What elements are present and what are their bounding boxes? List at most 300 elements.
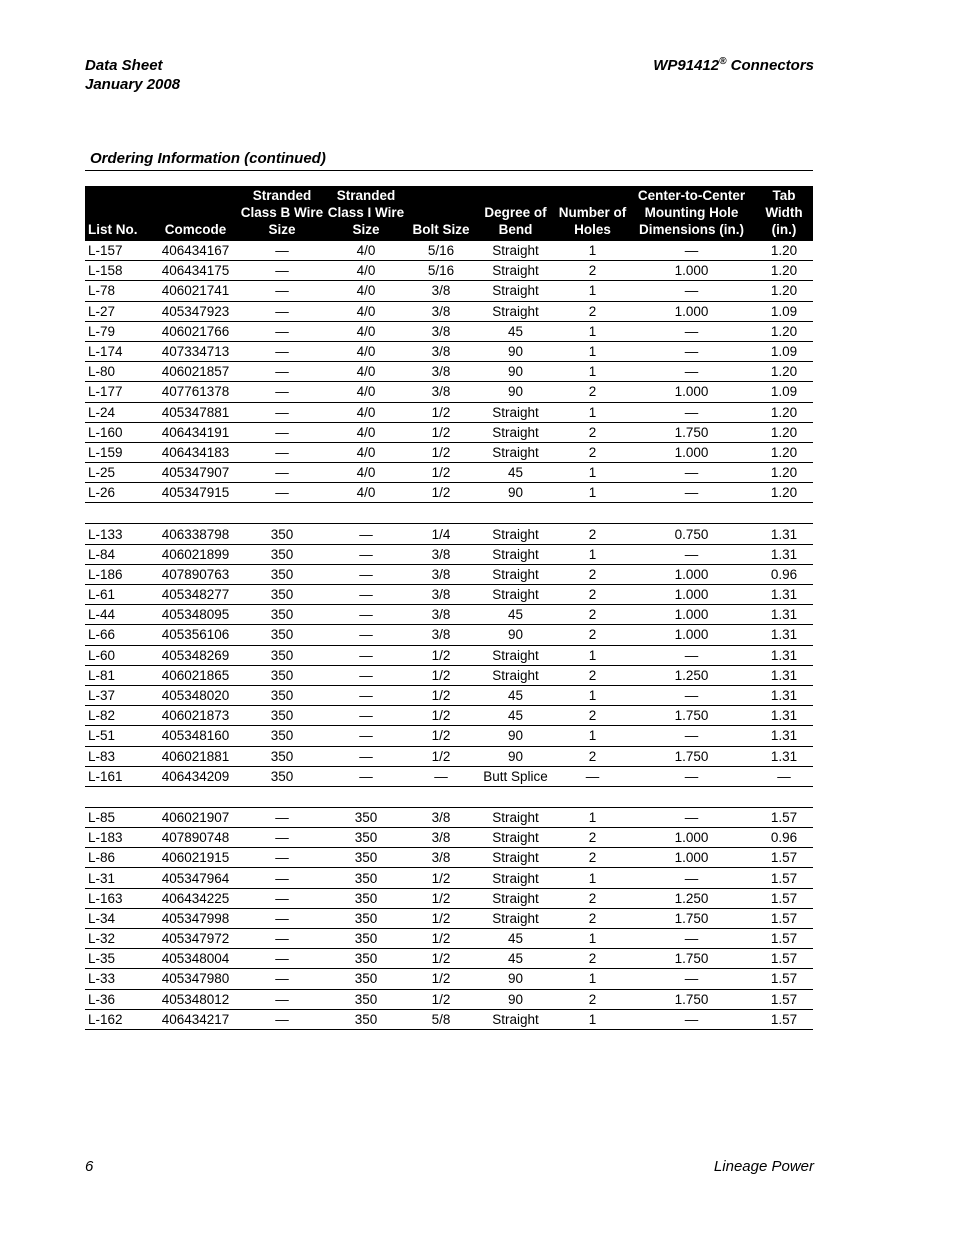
- table-cell: 2: [557, 382, 628, 402]
- table-row: [85, 746, 813, 766]
- table-cell: —: [628, 321, 755, 341]
- table-cell: 406434217: [151, 1009, 240, 1029]
- table-cell: —: [240, 362, 324, 382]
- table-cell: 2: [557, 949, 628, 969]
- table-cell: L-80: [85, 362, 151, 382]
- table-cell: 1: [557, 341, 628, 361]
- table-cell: 350: [324, 949, 408, 969]
- table-cell: 1/2: [408, 726, 474, 746]
- table-row: [85, 868, 813, 888]
- table-row: [85, 422, 813, 442]
- table-cell: 350: [324, 888, 408, 908]
- table-cell: 1: [557, 281, 628, 301]
- table-cell: L-83: [85, 746, 151, 766]
- table-cell: L-82: [85, 706, 151, 726]
- table-cell: 406021907: [151, 807, 240, 827]
- table-cell: 405348277: [151, 585, 240, 605]
- table-cell: 1/2: [408, 645, 474, 665]
- table-cell: 1.750: [628, 422, 755, 442]
- table-cell: 405348004: [151, 949, 240, 969]
- table-cell: 1.31: [755, 685, 813, 705]
- table-row: [85, 1009, 813, 1029]
- table-cell: 406434167: [151, 241, 240, 261]
- table-cell: —: [240, 301, 324, 321]
- table-cell: 1/2: [408, 746, 474, 766]
- table-row: [85, 828, 813, 848]
- table-cell: 1: [557, 868, 628, 888]
- table-cell: L-51: [85, 726, 151, 746]
- table-cell: —: [628, 1009, 755, 1029]
- table-cell: 1/2: [408, 989, 474, 1009]
- table-cell: 1.31: [755, 706, 813, 726]
- table-row: [85, 362, 813, 382]
- table-cell: 2: [557, 989, 628, 1009]
- table-cell: 1: [557, 241, 628, 261]
- table-cell: L-24: [85, 402, 151, 422]
- table-row: [85, 564, 813, 584]
- table-cell: 3/8: [408, 585, 474, 605]
- table-cell: —: [240, 848, 324, 868]
- registered-mark: ®: [719, 56, 727, 67]
- table-cell: L-174: [85, 341, 151, 361]
- table-cell: —: [240, 422, 324, 442]
- table-cell: —: [240, 442, 324, 462]
- table-cell: 1.57: [755, 929, 813, 949]
- table-cell: 405348160: [151, 726, 240, 746]
- table-cell: Straight: [474, 1009, 557, 1029]
- table-header-row: [85, 186, 813, 241]
- table-cell: —: [240, 463, 324, 483]
- table-cell: 405347907: [151, 463, 240, 483]
- table-cell: 1/2: [408, 888, 474, 908]
- table-cell: —: [628, 969, 755, 989]
- table-cell: 4/0: [324, 281, 408, 301]
- table-cell: 4/0: [324, 241, 408, 261]
- table-cell: 1.000: [628, 828, 755, 848]
- table-cell: —: [755, 766, 813, 786]
- table-cell: —: [628, 685, 755, 705]
- table-cell: 4/0: [324, 341, 408, 361]
- table-cell: L-85: [85, 807, 151, 827]
- table-cell: 1.20: [755, 422, 813, 442]
- doc-date: January 2008: [85, 76, 181, 93]
- table-cell: 2: [557, 564, 628, 584]
- table-cell: Straight: [474, 888, 557, 908]
- table-cell: 406021915: [151, 848, 240, 868]
- table-cell: 4/0: [324, 261, 408, 281]
- table-cell: 4/0: [324, 483, 408, 503]
- table-cell: 3/8: [408, 828, 474, 848]
- column-header: Bolt Size: [408, 186, 474, 241]
- table-cell: L-163: [85, 888, 151, 908]
- table-cell: —: [324, 685, 408, 705]
- table-cell: 1.20: [755, 321, 813, 341]
- table-cell: 4/0: [324, 442, 408, 462]
- table-cell: 1.750: [628, 908, 755, 928]
- table-cell: 1.000: [628, 625, 755, 645]
- column-header: Number of Holes: [557, 186, 628, 241]
- table-cell: 405347915: [151, 483, 240, 503]
- table-cell: 1.31: [755, 645, 813, 665]
- table-cell: —: [628, 544, 755, 564]
- table-cell: 4/0: [324, 463, 408, 483]
- table-cell: L-78: [85, 281, 151, 301]
- table-cell: 1.20: [755, 261, 813, 281]
- table-row: [85, 685, 813, 705]
- table-cell: L-25: [85, 463, 151, 483]
- table-cell: 350: [240, 645, 324, 665]
- table-cell: 350: [240, 746, 324, 766]
- table-cell: 350: [240, 685, 324, 705]
- table-cell: 350: [240, 726, 324, 746]
- table-row: [85, 645, 813, 665]
- table-cell: 1: [557, 969, 628, 989]
- table-cell: 406021741: [151, 281, 240, 301]
- table-cell: L-183: [85, 828, 151, 848]
- table-cell: 1.31: [755, 665, 813, 685]
- table-cell: —: [240, 1009, 324, 1029]
- table-cell: 407334713: [151, 341, 240, 361]
- table-cell: Butt Splice: [474, 766, 557, 786]
- table-row: [85, 463, 813, 483]
- table-cell: L-37: [85, 685, 151, 705]
- table-cell: 90: [474, 362, 557, 382]
- table-row: [85, 665, 813, 685]
- ordering-info-table: [85, 186, 813, 1030]
- table-cell: 2: [557, 524, 628, 544]
- table-cell: 1.57: [755, 848, 813, 868]
- table-cell: 1.09: [755, 341, 813, 361]
- table-cell: —: [324, 524, 408, 544]
- table-cell: 1.31: [755, 585, 813, 605]
- table-row: [85, 807, 813, 827]
- table-row: [85, 766, 813, 786]
- table-row: [85, 726, 813, 746]
- table-cell: 1.09: [755, 382, 813, 402]
- table-cell: 1.250: [628, 665, 755, 685]
- table-cell: 1.20: [755, 362, 813, 382]
- table-cell: 1.000: [628, 261, 755, 281]
- table-row: [85, 261, 813, 281]
- table-cell: 45: [474, 685, 557, 705]
- table-cell: —: [324, 564, 408, 584]
- table-cell: 406021857: [151, 362, 240, 382]
- table-cell: —: [240, 868, 324, 888]
- table-cell: L-84: [85, 544, 151, 564]
- table-cell: L-33: [85, 969, 151, 989]
- table-cell: 1.20: [755, 281, 813, 301]
- table-cell: 1: [557, 685, 628, 705]
- table-cell: 45: [474, 463, 557, 483]
- table-cell: 1: [557, 929, 628, 949]
- table-cell: —: [628, 402, 755, 422]
- table-cell: 350: [324, 848, 408, 868]
- table-cell: 406021865: [151, 665, 240, 685]
- table-cell: L-158: [85, 261, 151, 281]
- table-row: [85, 949, 813, 969]
- table-cell: L-160: [85, 422, 151, 442]
- table-cell: 350: [240, 585, 324, 605]
- table-cell: —: [324, 665, 408, 685]
- table-cell: —: [628, 868, 755, 888]
- table-cell: L-186: [85, 564, 151, 584]
- table-cell: 1.31: [755, 625, 813, 645]
- table-cell: 4/0: [324, 362, 408, 382]
- table-cell: Straight: [474, 645, 557, 665]
- table-cell: 45: [474, 605, 557, 625]
- table-cell: 405356106: [151, 625, 240, 645]
- table-cell: 1.000: [628, 382, 755, 402]
- table-cell: 1.57: [755, 868, 813, 888]
- table-cell: 350: [240, 524, 324, 544]
- table-cell: 1.000: [628, 301, 755, 321]
- table-cell: 1: [557, 321, 628, 341]
- table-cell: Straight: [474, 241, 557, 261]
- table-cell: 2: [557, 605, 628, 625]
- table-cell: 1.000: [628, 442, 755, 462]
- table-cell: 405348269: [151, 645, 240, 665]
- table-cell: 1.31: [755, 605, 813, 625]
- table-cell: Straight: [474, 422, 557, 442]
- table-cell: 2: [557, 828, 628, 848]
- table-cell: 350: [240, 766, 324, 786]
- table-cell: Straight: [474, 281, 557, 301]
- table-row: [85, 969, 813, 989]
- table-cell: 3/8: [408, 625, 474, 645]
- table-cell: 2: [557, 261, 628, 281]
- table-cell: 3/8: [408, 544, 474, 564]
- table-cell: L-36: [85, 989, 151, 1009]
- table-cell: 350: [324, 989, 408, 1009]
- table-row: [85, 382, 813, 402]
- table-cell: 406021881: [151, 746, 240, 766]
- table-cell: Straight: [474, 908, 557, 928]
- table-cell: 45: [474, 706, 557, 726]
- table-cell: 5/8: [408, 1009, 474, 1029]
- table-cell: L-79: [85, 321, 151, 341]
- table-cell: 407890763: [151, 564, 240, 584]
- table-cell: 1.000: [628, 564, 755, 584]
- table-cell: 1.57: [755, 1009, 813, 1029]
- table-cell: 45: [474, 949, 557, 969]
- table-row: [85, 706, 813, 726]
- table-cell: 90: [474, 746, 557, 766]
- table-cell: 4/0: [324, 321, 408, 341]
- table-cell: Straight: [474, 544, 557, 564]
- table-cell: 4/0: [324, 422, 408, 442]
- table-cell: 1: [557, 645, 628, 665]
- table-cell: 90: [474, 483, 557, 503]
- table-cell: —: [324, 645, 408, 665]
- table-cell: 4/0: [324, 301, 408, 321]
- company-name: Lineage Power: [713, 1158, 814, 1175]
- group-separator-row: [85, 503, 813, 524]
- table-cell: —: [240, 888, 324, 908]
- table-cell: 1.57: [755, 949, 813, 969]
- table-cell: Straight: [474, 564, 557, 584]
- table-cell: 3/8: [408, 362, 474, 382]
- table-cell: 0.96: [755, 828, 813, 848]
- table-cell: Straight: [474, 868, 557, 888]
- table-cell: —: [628, 362, 755, 382]
- table-cell: 406434175: [151, 261, 240, 281]
- table-cell: —: [324, 766, 408, 786]
- table-body: [85, 241, 813, 1029]
- column-header: Stranded Class I Wire Size: [324, 186, 408, 241]
- table-cell: 406434225: [151, 888, 240, 908]
- table-cell: —: [240, 929, 324, 949]
- table-cell: —: [240, 989, 324, 1009]
- table-cell: 1.000: [628, 585, 755, 605]
- table-cell: —: [628, 807, 755, 827]
- table-cell: 3/8: [408, 564, 474, 584]
- table-cell: 1/2: [408, 402, 474, 422]
- column-header: Stranded Class B Wire Size: [240, 186, 324, 241]
- table-cell: 350: [324, 807, 408, 827]
- section-divider: [85, 170, 813, 171]
- table-cell: 406021899: [151, 544, 240, 564]
- table-cell: 407890748: [151, 828, 240, 848]
- table-cell: 406021766: [151, 321, 240, 341]
- table-cell: L-60: [85, 645, 151, 665]
- table-cell: 1.57: [755, 807, 813, 827]
- table-cell: Straight: [474, 301, 557, 321]
- table-cell: 1.09: [755, 301, 813, 321]
- table-cell: 1.750: [628, 949, 755, 969]
- table-cell: 2: [557, 706, 628, 726]
- table-row: [85, 585, 813, 605]
- table-cell: 0.750: [628, 524, 755, 544]
- table-cell: 1.20: [755, 241, 813, 261]
- table-cell: —: [240, 828, 324, 848]
- table-cell: 405348012: [151, 989, 240, 1009]
- table-cell: 1/2: [408, 969, 474, 989]
- table-cell: 90: [474, 726, 557, 746]
- table-cell: 1: [557, 362, 628, 382]
- table-cell: 1.31: [755, 524, 813, 544]
- table-cell: 405348095: [151, 605, 240, 625]
- table-cell: —: [240, 241, 324, 261]
- table-row: [85, 241, 813, 261]
- table-cell: 0.96: [755, 564, 813, 584]
- table-cell: Straight: [474, 828, 557, 848]
- table-cell: 2: [557, 422, 628, 442]
- table-cell: 1/2: [408, 442, 474, 462]
- table-cell: 1: [557, 544, 628, 564]
- table-cell: —: [628, 929, 755, 949]
- table-cell: L-157: [85, 241, 151, 261]
- table-cell: 1/2: [408, 706, 474, 726]
- table-row: [85, 483, 813, 503]
- table-cell: 1.20: [755, 463, 813, 483]
- table-cell: 406434183: [151, 442, 240, 462]
- table-cell: —: [240, 341, 324, 361]
- table-cell: Straight: [474, 402, 557, 422]
- table-cell: 2: [557, 301, 628, 321]
- table-cell: Straight: [474, 524, 557, 544]
- table-cell: 90: [474, 382, 557, 402]
- table-cell: 2: [557, 625, 628, 645]
- table-cell: 1/2: [408, 949, 474, 969]
- table-cell: 1.000: [628, 848, 755, 868]
- product-suffix: Connectors: [726, 57, 814, 74]
- table-cell: —: [628, 645, 755, 665]
- table-cell: —: [240, 807, 324, 827]
- table-cell: —: [240, 949, 324, 969]
- table-cell: 1.57: [755, 888, 813, 908]
- table-cell: 4/0: [324, 402, 408, 422]
- table-row: [85, 281, 813, 301]
- table-cell: 2: [557, 442, 628, 462]
- table-cell: —: [240, 969, 324, 989]
- table-cell: 1.20: [755, 442, 813, 462]
- table-row: [85, 524, 813, 544]
- table-cell: 1/2: [408, 908, 474, 928]
- table-row: [85, 544, 813, 564]
- column-header: Comcode: [151, 186, 240, 241]
- table-cell: 350: [324, 868, 408, 888]
- table-cell: 1.750: [628, 706, 755, 726]
- table-cell: L-27: [85, 301, 151, 321]
- table-row: [85, 908, 813, 928]
- table-row: [85, 341, 813, 361]
- table-cell: 1.250: [628, 888, 755, 908]
- table-cell: 1: [557, 402, 628, 422]
- table-cell: 3/8: [408, 341, 474, 361]
- table-cell: —: [628, 341, 755, 361]
- table-cell: 1.000: [628, 605, 755, 625]
- table-cell: 1.20: [755, 483, 813, 503]
- table-cell: 350: [324, 969, 408, 989]
- table-cell: L-162: [85, 1009, 151, 1029]
- table-cell: —: [324, 706, 408, 726]
- table-cell: 406338798: [151, 524, 240, 544]
- group-separator-row: [85, 786, 813, 807]
- table-cell: 45: [474, 929, 557, 949]
- table-cell: —: [628, 281, 755, 301]
- table-cell: 350: [240, 625, 324, 645]
- table-cell: L-86: [85, 848, 151, 868]
- table-cell: —: [240, 261, 324, 281]
- table-cell: L-34: [85, 908, 151, 928]
- table-cell: 1.31: [755, 746, 813, 766]
- table-cell: 350: [324, 1009, 408, 1029]
- table-cell: 1/2: [408, 929, 474, 949]
- table-cell: 5/16: [408, 261, 474, 281]
- table-cell: —: [240, 908, 324, 928]
- table-cell: 350: [240, 544, 324, 564]
- table-cell: 3/8: [408, 848, 474, 868]
- table-cell: 90: [474, 969, 557, 989]
- table-cell: 90: [474, 989, 557, 1009]
- table-cell: 1: [557, 1009, 628, 1029]
- column-header: Degree of Bend: [474, 186, 557, 241]
- table-cell: L-133: [85, 524, 151, 544]
- table-cell: —: [240, 321, 324, 341]
- table-cell: —: [628, 726, 755, 746]
- table-cell: 1.57: [755, 908, 813, 928]
- document-header-right: [653, 56, 814, 75]
- table-cell: 3/8: [408, 321, 474, 341]
- table-cell: 3/8: [408, 605, 474, 625]
- table-cell: L-161: [85, 766, 151, 786]
- table-cell: 2: [557, 585, 628, 605]
- table-cell: —: [324, 746, 408, 766]
- table-cell: L-177: [85, 382, 151, 402]
- table-cell: 1: [557, 463, 628, 483]
- column-header: Tab Width (in.): [755, 186, 813, 241]
- column-header: List No.: [85, 186, 151, 241]
